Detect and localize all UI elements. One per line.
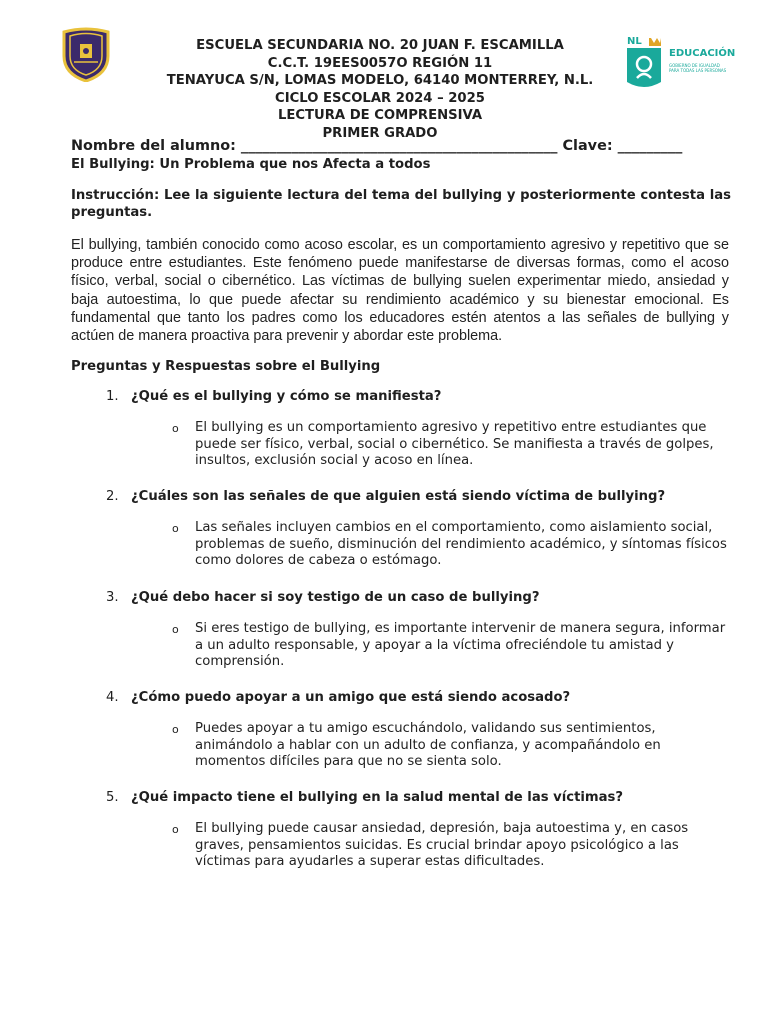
logo-tagline-2: PARA TODAS LAS PERSONAS (669, 68, 727, 73)
question-text: ¿Cuáles son las señales de que alguien está siendo víctima de bullying? (131, 489, 666, 504)
question-number: 5. (106, 790, 119, 805)
answer-bullet: o (172, 522, 179, 535)
answer-text: Si eres testigo de bullying, es importante intervenir de manera segura, informar a un adulto responsable, y apoyar a la víctima ofreciéndole tu amistad y comprensión. (195, 621, 726, 670)
school-seal-logo (60, 26, 112, 82)
question-number: 3. (106, 590, 119, 605)
educacion-label: EDUCACIÓN (669, 48, 736, 59)
answer-bullet: o (172, 623, 179, 636)
question-number: 4. (106, 690, 119, 705)
student-name-field: Nombre del alumno: ____________________________________________ Clave: _________ (71, 138, 683, 154)
document-type: LECTURA DE COMPRENSIVA (277, 108, 483, 124)
nl-label: NL (627, 36, 642, 47)
school-header (150, 37, 610, 143)
question-number: 2. (106, 489, 119, 504)
school-address: TENAYUCA S/N, LOMAS MODELO, 64140 MONTERREY, N.L. (166, 73, 594, 89)
instruction-text: Instrucción: Lee la siguiente lectura del tema del bullying y posteriormente contesta las preguntas. (71, 188, 731, 220)
school-cct: C.C.T. 19EES0057O REGIÓN 11 (267, 55, 493, 71)
school-name: ESCUELA SECUNDARIA NO. 20 JUAN F. ESCAMILLA (196, 38, 564, 53)
grade-level: PRIMER GRADO (322, 125, 438, 141)
question-number: 1. (106, 389, 119, 404)
school-year: CICLO ESCOLAR 2024 – 2025 (275, 90, 485, 106)
question-text: ¿Cómo puedo apoyar a un amigo que está siendo acosado? (131, 690, 571, 705)
question-text: ¿Qué debo hacer si soy testigo de un caso de bullying? (131, 590, 540, 605)
answer-text: El bullying es un comportamiento agresivo y repetitivo entre estudiantes que puede ser físico, verbal, social o cibernético. Se manifiesta a través de golpes, insultos, exclusión social y acoso en línea. (195, 420, 714, 469)
question-text: ¿Qué es el bullying y cómo se manifiesta? (131, 389, 442, 404)
question-text: ¿Qué impacto tiene el bullying en la salud mental de las víctimas? (131, 790, 624, 805)
nl-educacion-logo (625, 36, 743, 96)
answer-text: Puedes apoyar a tu amigo escuchándolo, validando sus sentimientos, animándolo a hablar con un adulto de confianza, y acompañándolo en momentos difíciles para que no se sienta solo. (195, 721, 661, 770)
answer-text: Las señales incluyen cambios en el comportamiento, como aislamiento social, problemas de sueño, disminución del rendimiento académico, y síntomas físicos como dolores de cabeza o estómago. (195, 520, 727, 569)
qa-section-title: Preguntas y Respuestas sobre el Bullying (71, 359, 381, 374)
answer-bullet: o (172, 823, 179, 836)
answer-text: El bullying puede causar ansiedad, depresión, baja autoestima y, en casos graves, pensamientos suicidas. Es crucial brindar apoyo psicológico a las víctimas para ayudarles a superar estas dificultades. (195, 821, 689, 870)
answer-bullet: o (172, 422, 179, 435)
logo-tagline-1: GOBIERNO DE IGUALDAD (669, 63, 720, 68)
reading-paragraph: El bullying, también conocido como acoso escolar, es un comportamiento agresivo y repetitivo que se produce entre estudiantes. Este fenómeno puede manifestarse de diversas formas, como el acoso físico, verbal, social o cibernético. Las víctimas de bullying suelen experimentar miedo, ansiedad y baja autoestima, lo que puede afectar su rendimiento académico y su bienestar emocional. Es fundamental que tanto los padres como los educadores estén atentos a las señales de bullying y actúen de manera proactiva para prevenir y abordar este problema. (71, 237, 729, 345)
reading-title: El Bullying: Un Problema que nos Afecta a todos (71, 157, 431, 172)
answer-bullet: o (172, 723, 179, 736)
